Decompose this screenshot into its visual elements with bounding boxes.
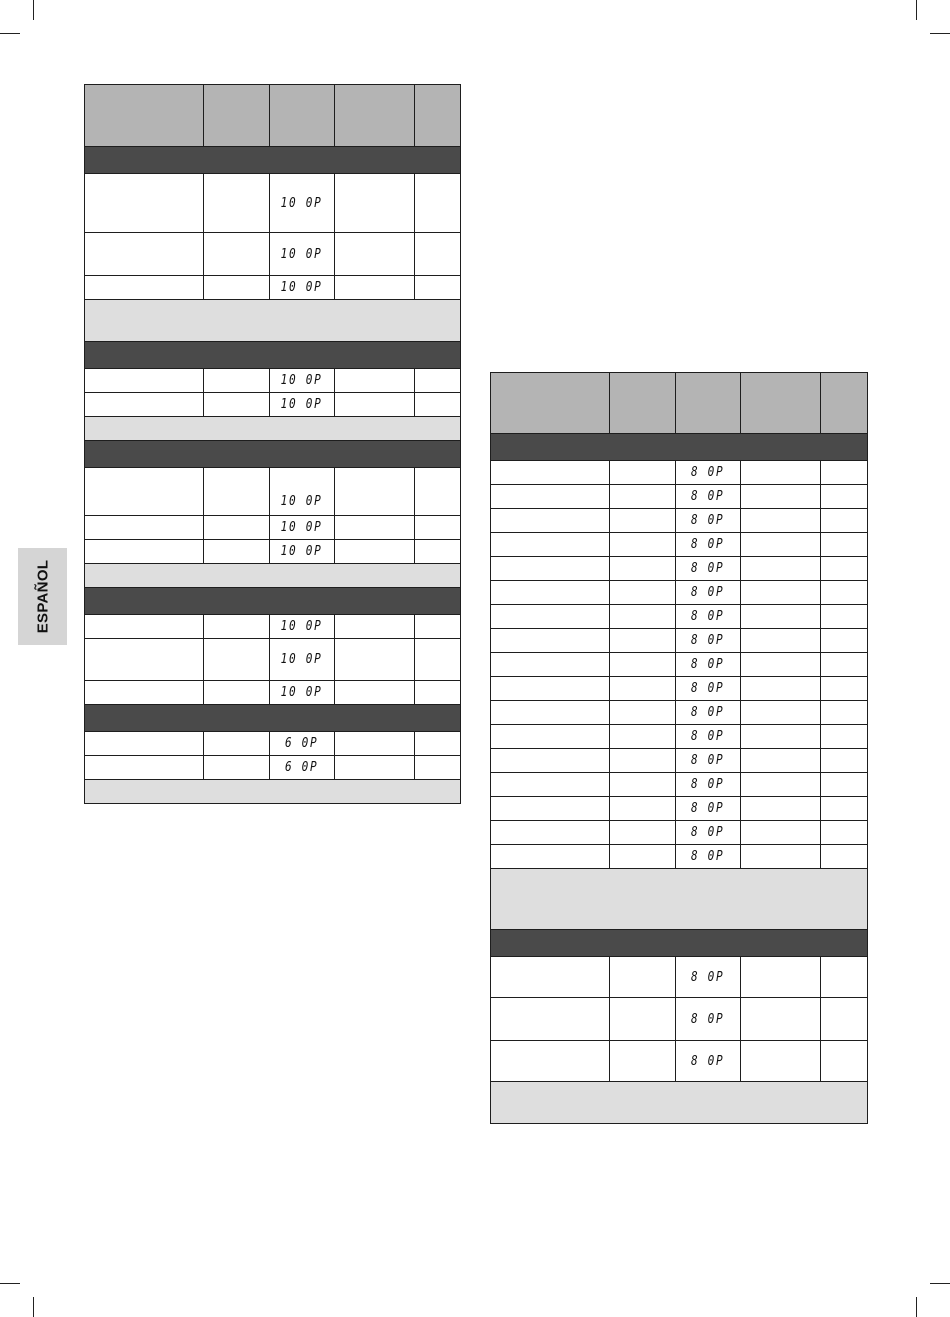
table-cell <box>204 732 270 756</box>
table-cell <box>821 533 868 557</box>
table-row <box>85 615 461 639</box>
table-cell <box>204 540 270 564</box>
table-cell <box>610 605 676 629</box>
table-row <box>85 732 461 756</box>
table-cell <box>676 485 741 509</box>
table-cell <box>270 756 335 780</box>
table-cell <box>610 653 676 677</box>
section-cell <box>491 930 868 957</box>
table-row <box>491 509 868 533</box>
table-cell <box>821 605 868 629</box>
header-cell <box>85 85 204 147</box>
table-cell <box>204 276 270 300</box>
table-cell <box>676 701 741 725</box>
table-cell <box>415 174 461 233</box>
header-cell <box>676 373 741 434</box>
power-display-value: 8 0P <box>691 585 725 600</box>
table-cell <box>491 797 610 821</box>
section-row <box>85 441 461 468</box>
power-display-value: 8 0P <box>691 489 725 504</box>
table-cell <box>821 1041 868 1082</box>
power-display-value: 8 0P <box>691 681 725 696</box>
table-cell <box>335 233 415 276</box>
crop-mark <box>930 1283 950 1284</box>
power-display-value: 8 0P <box>691 657 725 672</box>
table-cell <box>335 681 415 705</box>
table-cell <box>335 639 415 681</box>
table-cell <box>610 821 676 845</box>
table-cell <box>676 821 741 845</box>
table-cell <box>610 797 676 821</box>
table-cell <box>676 957 741 998</box>
table-row <box>491 605 868 629</box>
table-cell <box>85 681 204 705</box>
program-table-left <box>84 84 461 804</box>
table-cell <box>85 639 204 681</box>
table-row <box>491 749 868 773</box>
table-cell <box>85 732 204 756</box>
table-cell <box>676 509 741 533</box>
table-cell <box>741 533 821 557</box>
section-row <box>491 434 868 461</box>
table-cell <box>491 581 610 605</box>
table-cell <box>821 773 868 797</box>
table-cell <box>676 629 741 653</box>
table-row <box>85 393 461 417</box>
table-cell <box>415 233 461 276</box>
table-cell <box>270 393 335 417</box>
table-cell <box>821 998 868 1041</box>
table-row <box>491 581 868 605</box>
power-display-value: 10 0P <box>281 373 323 388</box>
power-display-value: 8 0P <box>691 849 725 864</box>
header-cell <box>415 85 461 147</box>
table-cell <box>85 276 204 300</box>
power-display-value: 6 0P <box>285 736 319 751</box>
table-cell <box>491 557 610 581</box>
note-cell <box>85 417 461 441</box>
table-cell <box>610 581 676 605</box>
power-display-value: 8 0P <box>691 513 725 528</box>
table-row <box>85 681 461 705</box>
table-cell <box>610 957 676 998</box>
note-row <box>85 300 461 342</box>
table-cell <box>335 732 415 756</box>
power-display-value: 8 0P <box>691 729 725 744</box>
table-cell <box>741 701 821 725</box>
table-cell <box>741 605 821 629</box>
table-row <box>85 276 461 300</box>
table-cell <box>204 468 270 516</box>
table-cell <box>741 677 821 701</box>
table-cell <box>335 369 415 393</box>
section-cell <box>85 441 461 468</box>
table-cell <box>821 701 868 725</box>
table-row <box>491 677 868 701</box>
table-cell <box>335 393 415 417</box>
power-display-value: 10 0P <box>281 544 323 559</box>
power-display-value: 10 0P <box>281 246 323 262</box>
table-cell <box>821 797 868 821</box>
program-table-right <box>490 372 868 1124</box>
header-cell <box>741 373 821 434</box>
table-row <box>85 468 461 516</box>
table-row <box>85 174 461 233</box>
table-cell <box>676 749 741 773</box>
note-row <box>491 869 868 930</box>
table-cell <box>610 1041 676 1082</box>
table-cell <box>491 533 610 557</box>
note-row <box>491 1082 868 1124</box>
table-cell <box>741 509 821 533</box>
header-cell <box>491 373 610 434</box>
table-cell <box>491 485 610 509</box>
table-cell <box>610 998 676 1041</box>
table-cell <box>676 461 741 485</box>
table-row <box>491 773 868 797</box>
table-cell <box>821 677 868 701</box>
table-cell <box>491 957 610 998</box>
table-cell <box>335 468 415 516</box>
table-row <box>491 629 868 653</box>
table-cell <box>415 276 461 300</box>
header-cell <box>335 85 415 147</box>
header-cell <box>610 373 676 434</box>
table-cell <box>270 540 335 564</box>
table-cell <box>676 581 741 605</box>
table-row <box>85 756 461 780</box>
table-cell <box>676 1041 741 1082</box>
crop-mark <box>33 0 34 20</box>
table-cell <box>491 1041 610 1082</box>
table-row <box>85 516 461 540</box>
table-cell <box>676 773 741 797</box>
table-cell <box>610 461 676 485</box>
section-row <box>85 342 461 369</box>
table-cell <box>85 174 204 233</box>
table-cell <box>335 276 415 300</box>
table-cell <box>270 468 335 516</box>
note-row <box>85 564 461 588</box>
table-cell <box>741 998 821 1041</box>
table-cell <box>415 732 461 756</box>
table-cell <box>491 749 610 773</box>
table-cell <box>741 797 821 821</box>
table-cell <box>741 845 821 869</box>
table-cell <box>85 369 204 393</box>
table-row <box>491 1041 868 1082</box>
table-cell <box>335 756 415 780</box>
table-cell <box>741 485 821 509</box>
crop-mark <box>916 0 917 20</box>
table-cell <box>676 653 741 677</box>
table-cell <box>610 845 676 869</box>
power-display-value: 8 0P <box>691 825 725 840</box>
table-cell <box>821 629 868 653</box>
language-tab <box>18 548 67 645</box>
table-cell <box>821 725 868 749</box>
table-cell <box>741 629 821 653</box>
crop-mark <box>0 1283 20 1284</box>
crop-mark <box>916 1297 917 1317</box>
table-cell <box>821 749 868 773</box>
table-cell <box>335 540 415 564</box>
table-cell <box>676 677 741 701</box>
table-cell <box>610 533 676 557</box>
table-cell <box>821 461 868 485</box>
table-row <box>491 557 868 581</box>
section-row <box>85 588 461 615</box>
note-cell <box>491 869 868 930</box>
power-display-value: 10 0P <box>281 280 323 295</box>
table-cell <box>676 725 741 749</box>
table-cell <box>491 605 610 629</box>
table-cell <box>415 369 461 393</box>
table-cell <box>85 615 204 639</box>
note-row <box>85 417 461 441</box>
table-header-row <box>85 85 461 147</box>
table-row <box>491 797 868 821</box>
power-display-value: 8 0P <box>691 1053 725 1069</box>
table-cell <box>821 821 868 845</box>
table-cell <box>491 725 610 749</box>
table-cell <box>491 653 610 677</box>
table-cell <box>821 653 868 677</box>
table-cell <box>204 393 270 417</box>
table-cell <box>676 557 741 581</box>
table-cell <box>491 629 610 653</box>
note-cell <box>85 300 461 342</box>
table-cell <box>676 797 741 821</box>
table-cell <box>415 540 461 564</box>
header-cell <box>204 85 270 147</box>
section-row <box>85 705 461 732</box>
table-cell <box>491 998 610 1041</box>
table-cell <box>610 557 676 581</box>
table-cell <box>270 233 335 276</box>
table-cell <box>415 756 461 780</box>
table-row <box>85 233 461 276</box>
table-cell <box>415 516 461 540</box>
table-cell <box>610 749 676 773</box>
power-display-value: 8 0P <box>691 465 725 480</box>
power-display-value: 8 0P <box>691 561 725 576</box>
table-cell <box>415 615 461 639</box>
table-row <box>491 821 868 845</box>
power-display-value: 10 0P <box>281 619 323 634</box>
table-cell <box>741 725 821 749</box>
table-cell <box>491 773 610 797</box>
note-cell <box>491 1082 868 1124</box>
table-row <box>85 369 461 393</box>
table-cell <box>491 821 610 845</box>
table-cell <box>821 581 868 605</box>
table-row <box>491 485 868 509</box>
table-cell <box>204 516 270 540</box>
power-display-value: 8 0P <box>691 537 725 552</box>
section-row <box>491 930 868 957</box>
section-cell <box>491 434 868 461</box>
table-cell <box>741 557 821 581</box>
section-row <box>85 147 461 174</box>
power-display-value: 10 0P <box>281 685 323 700</box>
table-cell <box>610 701 676 725</box>
table-cell <box>821 957 868 998</box>
power-display-value: 8 0P <box>691 705 725 720</box>
language-tab-label: ESPAÑOL <box>34 559 51 634</box>
table-cell <box>85 756 204 780</box>
header-cell <box>270 85 335 147</box>
table-cell <box>204 639 270 681</box>
table-cell <box>270 276 335 300</box>
note-row <box>85 780 461 804</box>
table-cell <box>610 485 676 509</box>
table-cell <box>491 509 610 533</box>
note-cell <box>85 564 461 588</box>
table-cell <box>335 174 415 233</box>
table-cell <box>610 629 676 653</box>
table-cell <box>821 557 868 581</box>
crop-mark <box>0 33 20 34</box>
section-cell <box>85 147 461 174</box>
crop-mark <box>930 33 950 34</box>
table-cell <box>491 845 610 869</box>
table-row <box>491 725 868 749</box>
power-display-value: 10 0P <box>281 520 323 535</box>
table-row <box>491 701 868 725</box>
power-display-value: 8 0P <box>691 777 725 792</box>
table-row <box>85 540 461 564</box>
table-cell <box>676 845 741 869</box>
power-display-value: 8 0P <box>691 801 725 816</box>
table-cell <box>610 725 676 749</box>
power-display-value: 8 0P <box>691 1011 725 1027</box>
table-cell <box>741 773 821 797</box>
table-cell <box>821 845 868 869</box>
table-cell <box>741 749 821 773</box>
power-display-value: 8 0P <box>691 753 725 768</box>
table-cell <box>741 581 821 605</box>
section-cell <box>85 705 461 732</box>
table-cell <box>85 516 204 540</box>
power-display-value: 8 0P <box>691 969 725 985</box>
table-cell <box>270 615 335 639</box>
table-header-row <box>491 373 868 434</box>
table-cell <box>741 461 821 485</box>
table-cell <box>491 677 610 701</box>
table-cell <box>204 756 270 780</box>
table-cell <box>270 681 335 705</box>
power-display-value: 8 0P <box>691 609 725 624</box>
table-cell <box>270 369 335 393</box>
table-cell <box>415 393 461 417</box>
table-row <box>491 653 868 677</box>
table-cell <box>610 773 676 797</box>
table-cell <box>741 957 821 998</box>
table-cell <box>610 677 676 701</box>
table-cell <box>204 681 270 705</box>
table-cell <box>85 393 204 417</box>
table-cell <box>821 485 868 509</box>
power-display-value: 6 0P <box>285 760 319 775</box>
table-row <box>491 461 868 485</box>
table-cell <box>335 516 415 540</box>
table-row <box>491 845 868 869</box>
section-cell <box>85 588 461 615</box>
power-display-value: 10 0P <box>281 397 323 412</box>
table-cell <box>85 233 204 276</box>
table-row <box>491 998 868 1041</box>
table-row <box>85 639 461 681</box>
section-cell <box>85 342 461 369</box>
table-cell <box>676 605 741 629</box>
table-cell <box>415 681 461 705</box>
table-cell <box>415 639 461 681</box>
table-cell <box>85 540 204 564</box>
table-cell <box>204 174 270 233</box>
table-cell <box>270 516 335 540</box>
table-cell <box>610 509 676 533</box>
table-cell <box>335 615 415 639</box>
power-display-value: 10 0P <box>281 494 323 509</box>
power-display-value: 8 0P <box>691 633 725 648</box>
table-cell <box>204 233 270 276</box>
power-display-value: 10 0P <box>281 652 323 667</box>
table-cell <box>741 1041 821 1082</box>
crop-mark <box>33 1297 34 1317</box>
table-row <box>491 957 868 998</box>
table-cell <box>676 998 741 1041</box>
power-display-value: 10 0P <box>281 195 323 211</box>
table-cell <box>270 639 335 681</box>
header-cell <box>821 373 868 434</box>
table-cell <box>204 369 270 393</box>
table-cell <box>491 701 610 725</box>
table-cell <box>676 533 741 557</box>
table-cell <box>204 615 270 639</box>
table-cell <box>491 461 610 485</box>
table-cell <box>270 174 335 233</box>
table-cell <box>741 821 821 845</box>
table-cell <box>741 653 821 677</box>
table-row <box>491 533 868 557</box>
note-cell <box>85 780 461 804</box>
table-cell <box>85 468 204 516</box>
table-cell <box>821 509 868 533</box>
table-cell <box>415 468 461 516</box>
table-cell <box>270 732 335 756</box>
